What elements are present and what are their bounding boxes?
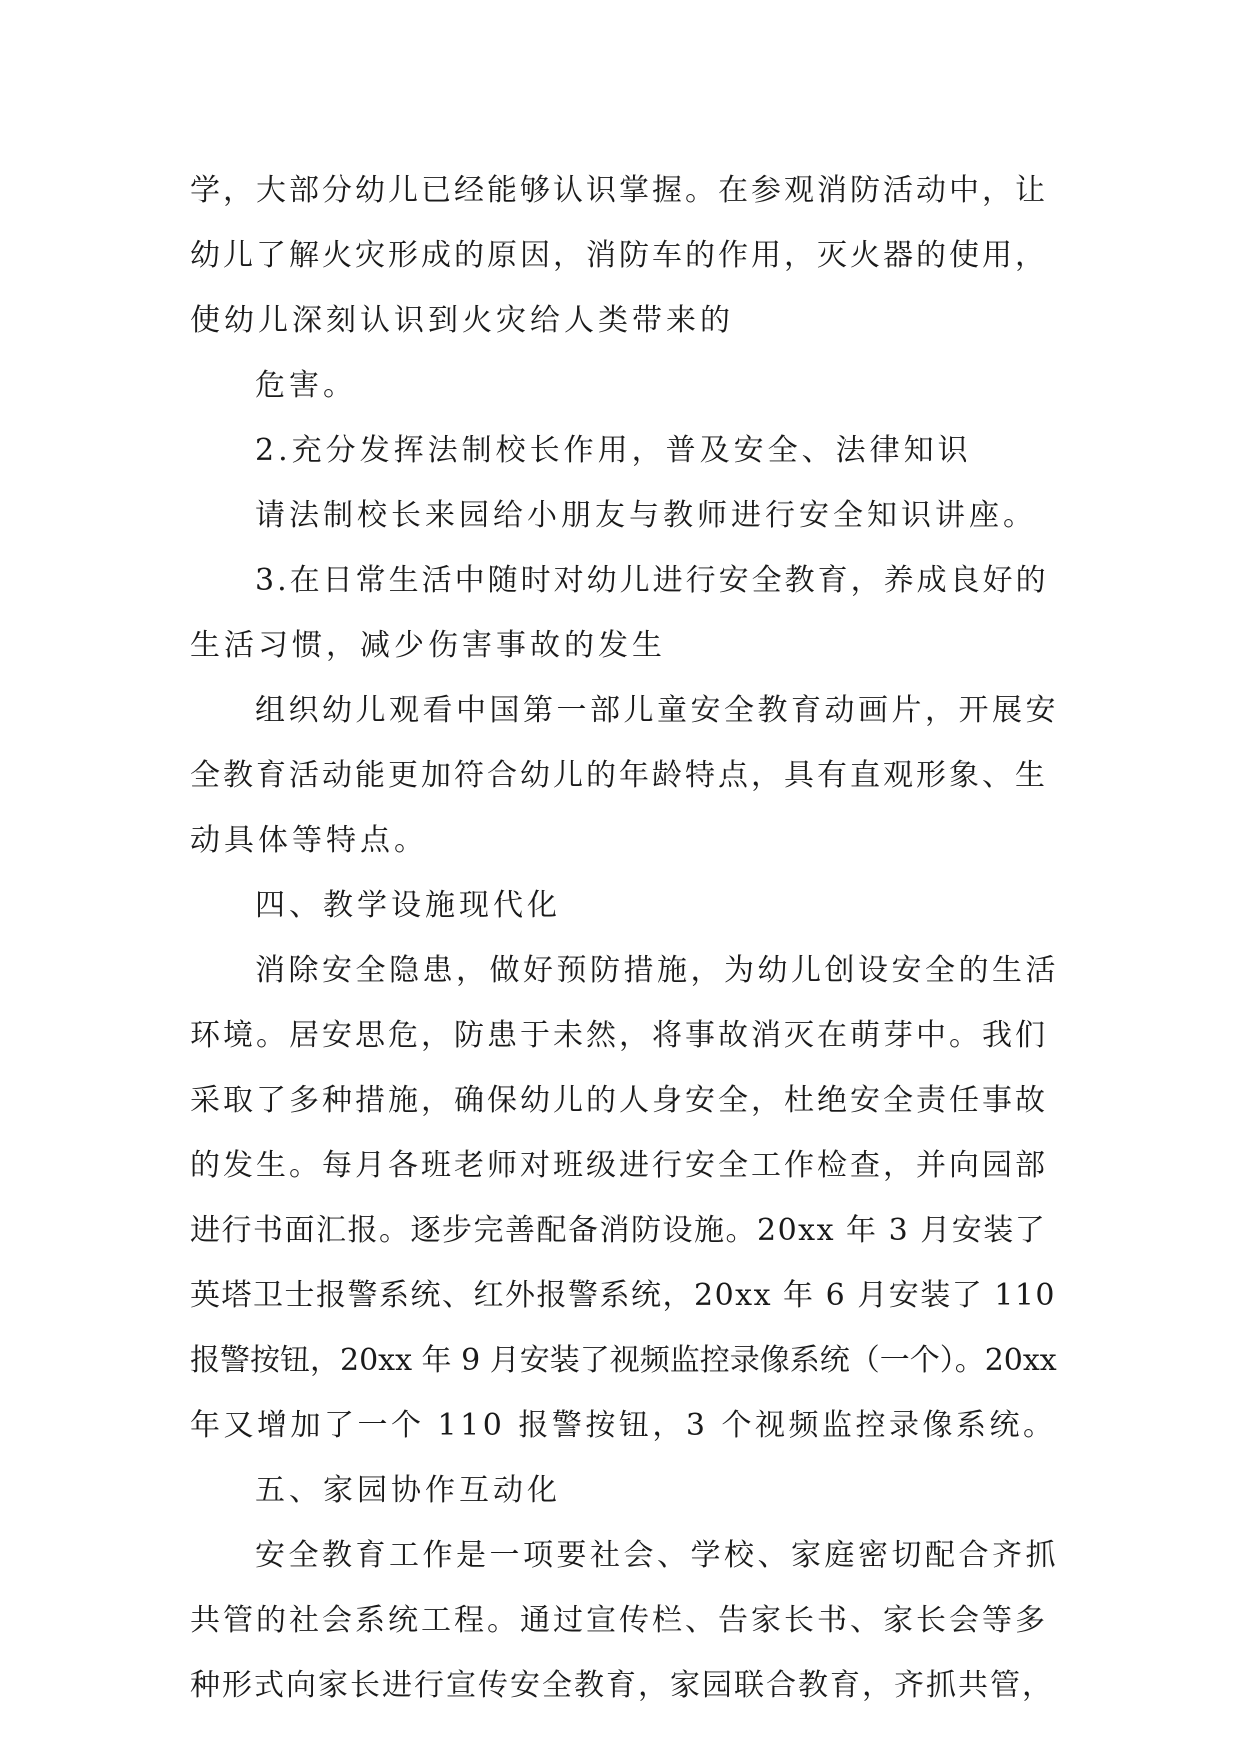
text-line: 安全教育工作是一项要社会、学校、家庭密切配合齐抓	[255, 1538, 1059, 1573]
text-line: 全教育活动能更加符合幼儿的年龄特点，具有直观形象、生	[190, 758, 1048, 793]
text-line: 共管的社会系统工程。通过宣传栏、告家长书、家长会等多	[190, 1603, 1048, 1638]
text-line: 种形式向家长进行宣传安全教育，家园联合教育，齐抓共管，	[190, 1668, 1054, 1703]
text-line: 组织幼儿观看中国第一部儿童安全教育动画片，开展安	[255, 693, 1059, 728]
text-line: 报警按钮，20xx 年 9 月安装了视频监控录像系统（一个）。20xx	[190, 1343, 1057, 1378]
text-line: 消除安全隐患，做好预防措施，为幼儿创设安全的生活	[255, 953, 1059, 988]
text-line: 采取了多种措施，确保幼儿的人身安全，杜绝安全责任事故	[190, 1083, 1048, 1118]
section-heading: 3.在日常生活中随时对幼儿进行安全教育，养成良好的	[255, 563, 1049, 598]
section-heading: 2.充分发挥法制校长作用，普及安全、法律知识	[255, 433, 972, 468]
text-line: 幼儿了解火灾形成的原因，消防车的作用，灭火器的使用，	[190, 238, 1048, 273]
text-line: 年又增加了一个 110 报警按钮，3 个视频监控录像系统。	[190, 1408, 1057, 1443]
text-line: 学，大部分幼儿已经能够认识掌握。在参观消防活动中，让	[190, 173, 1048, 208]
text-line: 生活习惯，减少伤害事故的发生	[190, 628, 666, 663]
text-line: 请法制校长来园给小朋友与教师进行安全知识讲座。	[255, 498, 1037, 533]
text-line: 英塔卫士报警系统、红外报警系统，20xx 年 6 月安装了 110	[190, 1278, 1057, 1313]
document-body	[190, 158, 1060, 1718]
text-line: 环境。居安思危，防患于未然，将事故消灭在萌芽中。我们	[190, 1018, 1048, 1053]
text-line: 使幼儿深刻认识到火灾给人类带来的	[190, 303, 734, 338]
text-line: 动具体等特点。	[190, 823, 428, 858]
text-line: 的发生。每月各班老师对班级进行安全工作检查，并向园部	[190, 1148, 1048, 1183]
text-line: 进行书面汇报。逐步完善配备消防设施。20xx 年 3 月安装了	[190, 1213, 1047, 1248]
section-heading: 四、教学设施现代化	[255, 888, 561, 923]
section-heading: 五、家园协作互动化	[255, 1473, 561, 1508]
text-line: 危害。	[255, 368, 357, 403]
